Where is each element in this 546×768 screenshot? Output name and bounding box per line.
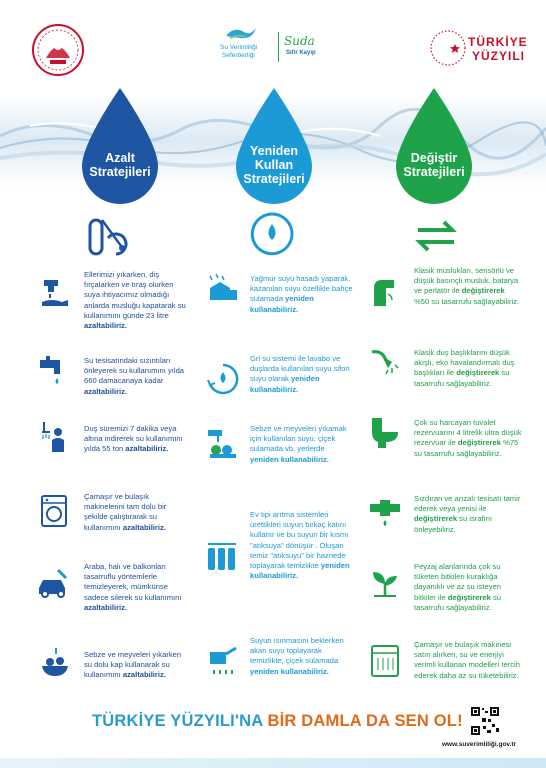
watering-can-icon <box>206 642 240 676</box>
drop-degistir <box>384 86 484 206</box>
item-after: %75 su tasarrufu sağlayabiliriz. <box>414 438 519 458</box>
drop-yeniden-kullan-title <box>224 144 324 186</box>
item-after: su tasarrufu sağlayabiliriz. <box>414 592 501 612</box>
sifir-kayip-text: Sıfır Kayıp <box>286 50 316 56</box>
title-line: Stratejileri <box>89 165 151 179</box>
title-line: Yeniden <box>250 144 298 158</box>
item-text: Gri su sistemi ile lavabo ve duşlarda kullanılan suyu sifon suyu olarak <box>250 354 350 384</box>
item-text: Sebze ve meyveleri yıkamak için kullanılan suyu, çiçek sulamada vb. yerlerde <box>250 424 347 454</box>
item-text: Ev tipi arıtma sistemleri ürettikleri suyun birkaç katını kullanır ve bu suyun bir kısmı "atıksuya" dönüşür . Oluşan temiz "atıksuyu" bir haznede toplayarak temizlikte <box>250 510 349 571</box>
degistir-item-1 <box>414 266 522 307</box>
azalt-item-6 <box>84 650 190 681</box>
degistir-item-3 <box>414 418 522 459</box>
item-text: Sebze ve meyveleri yıkarken su dolu kap kullanarak su kullanımını <box>84 650 182 680</box>
azalt-item-4 <box>84 492 190 533</box>
website-link[interactable]: www.suverimliliği.gov.tr <box>442 741 517 748</box>
washing-machine-icon <box>38 494 72 528</box>
mid-line1: Su Verimliliği <box>220 44 258 51</box>
header <box>0 0 546 92</box>
item-text: Çok su harcayan tuvalet rezervuarını 4 litrelik ultra düşük rezervuar ile <box>414 418 522 448</box>
item-text: Sızdıran ve arızalı tesisatı tamir ederek veya yenisi ile <box>414 494 521 514</box>
suda-text: Suda <box>284 34 315 48</box>
title-line: Stratejileri <box>403 165 465 179</box>
slogan-part-b: BİR DAMLA DA SEN OL! <box>267 712 463 730</box>
item-text: Klasik muslukları, sensörlü ve düşük basınçlı musluk, batarya ve perlatör ile <box>414 266 519 296</box>
turkiye-yuzyili-logo <box>428 22 528 74</box>
car-wash-icon <box>36 566 70 600</box>
bottom-band <box>0 758 546 768</box>
item-bold: değiştirerek <box>457 438 501 448</box>
drop-azalt-title <box>70 151 170 179</box>
item-after: su tasarrufu sağlayabiliriz. <box>414 368 510 388</box>
greywater-cycle-icon <box>206 362 240 396</box>
title-line: Azalt <box>105 151 135 165</box>
rain-harvest-icon <box>206 270 240 304</box>
yeniden-item-2 <box>250 354 354 395</box>
azalt-item-3 <box>84 424 190 455</box>
qr-code-icon[interactable] <box>470 706 500 736</box>
item-bold: yeniden kullanabiliriz. <box>250 294 314 314</box>
item-after: su israfını önleyebiliriz. <box>414 514 493 534</box>
slogan-part-a: TÜRKİYE YÜZYILI'NA <box>92 712 268 730</box>
title-line: Kullan <box>254 158 294 172</box>
item-text: Su tesisatındaki sızıntıları önleyerek su kullanımını yılda 660 damacanaya kadar <box>84 356 185 386</box>
dishwasher-icon <box>368 644 402 678</box>
fruit-wash-reuse-icon <box>206 426 240 460</box>
item-text: Çamaşır ve bulaşık makinesi satın alırken, su ve enerjiyi verimli kullanan modelleri tercih ederek daha az su tüketebiliriz. <box>414 640 520 680</box>
shower-head-icon <box>368 346 402 380</box>
item-text: Peyzaj alanlarında çok su tüketen bitkileri kuraklığa dayanıklı ve az su isteyen bitkiler ile <box>414 562 501 602</box>
item-text: Yağmur suyu hasadı yaparak, kazanılan suyu özellikle bahçe sulamada <box>250 274 353 304</box>
mid-line2: Seferberliği <box>222 52 255 59</box>
item-bold: değiştirerek <box>456 368 500 378</box>
sensor-faucet-icon <box>366 276 400 310</box>
washing-vegetables-icon <box>38 646 72 680</box>
item-after: %50 su tasarrufu sağlayabiliriz. <box>414 296 520 306</box>
item-bold: değiştirerek <box>414 514 458 524</box>
su-verimliligi-logo <box>216 24 336 68</box>
item-bold: azaltabiliriz. <box>84 321 128 331</box>
water-swirl-icon <box>224 24 258 42</box>
yeniden-item-5 <box>250 636 354 677</box>
item-bold: azaltabiliriz. <box>122 522 166 532</box>
degistir-item-6 <box>414 640 522 681</box>
hand-faucet-icon <box>38 276 72 310</box>
item-text: Duş süremizi 7 dakika veya altına indirerek su kullanımını yılda 55 ton <box>84 424 183 454</box>
plant-sprout-icon <box>368 566 402 600</box>
drop-azalt <box>70 86 170 206</box>
swap-arrows-icon <box>412 212 460 260</box>
item-text: Çamaşır ve bulaşık makinelerini tam dolu bir şekilde çalıştırarak su kullanımını <box>84 492 167 532</box>
item-bold: yeniden kullanabiliriz. <box>250 561 350 581</box>
logo-divider <box>278 32 279 62</box>
degistir-item-5 <box>414 562 522 613</box>
degistir-item-4 <box>414 494 522 535</box>
yeniden-item-3 <box>250 424 354 465</box>
item-text: Ellerimizi yıkarken, diş fırçalarken ve tıraş olurken suya ihtiyacımız olmadığı anlarda musluğu kapatarak su kullanımını günde 23 litre <box>84 270 186 320</box>
toilet-icon <box>368 416 402 450</box>
crescent-star-icon <box>428 22 468 74</box>
item-bold: azaltabiliriz. <box>84 602 128 612</box>
item-bold: yeniden kullanabiliriz. <box>250 374 320 394</box>
faucet-flow-reduce-icon <box>86 214 134 262</box>
item-bold: yeniden kullanabiliriz. <box>250 454 329 464</box>
item-bold: azaltabiliriz. <box>125 444 169 454</box>
yeniden-item-1 <box>250 274 354 315</box>
azalt-item-5 <box>84 562 190 613</box>
item-bold: yeniden kullanabiliriz. <box>250 666 329 676</box>
item-text: Klasik duş başlıklarını düşük akışlı, eko havalandırmalı duş başlıkları ile <box>414 348 515 378</box>
item-text: Araba, halı ve balkonları tasarruflu yöntemlerle temizleyerek, mümkünse sadece silerek su kullanımını <box>84 562 182 602</box>
yuzyili-word: YÜZYILI <box>472 49 526 63</box>
ministry-emblem-icon <box>30 20 86 80</box>
item-bold: azaltabiliriz. <box>84 386 128 396</box>
title-line: Değiştir <box>410 151 458 165</box>
title-line: Stratejileri <box>243 172 305 186</box>
leaking-pipe-icon <box>368 496 402 530</box>
item-bold: değiştirerek <box>461 286 505 296</box>
item-bold: azaltabiliriz. <box>122 670 166 680</box>
item-text: Suyun ısınmasını beklerken akan suyu toplayarak temizlikte, çiçek sulamada <box>250 636 344 666</box>
turkiye-word: TÜRKİYE <box>468 35 528 49</box>
dripping-faucet-icon <box>38 354 72 388</box>
footer-slogan <box>92 712 463 731</box>
water-recycle-icon <box>248 210 296 258</box>
drop-degistir-title <box>384 151 484 179</box>
yeniden-item-4 <box>250 510 354 581</box>
item-bold: değiştirerek <box>447 592 491 602</box>
azalt-item-1 <box>84 270 190 331</box>
shower-person-icon <box>38 420 72 454</box>
azalt-item-2 <box>84 356 190 397</box>
water-filter-system-icon <box>206 540 240 574</box>
degistir-item-2 <box>414 348 522 389</box>
